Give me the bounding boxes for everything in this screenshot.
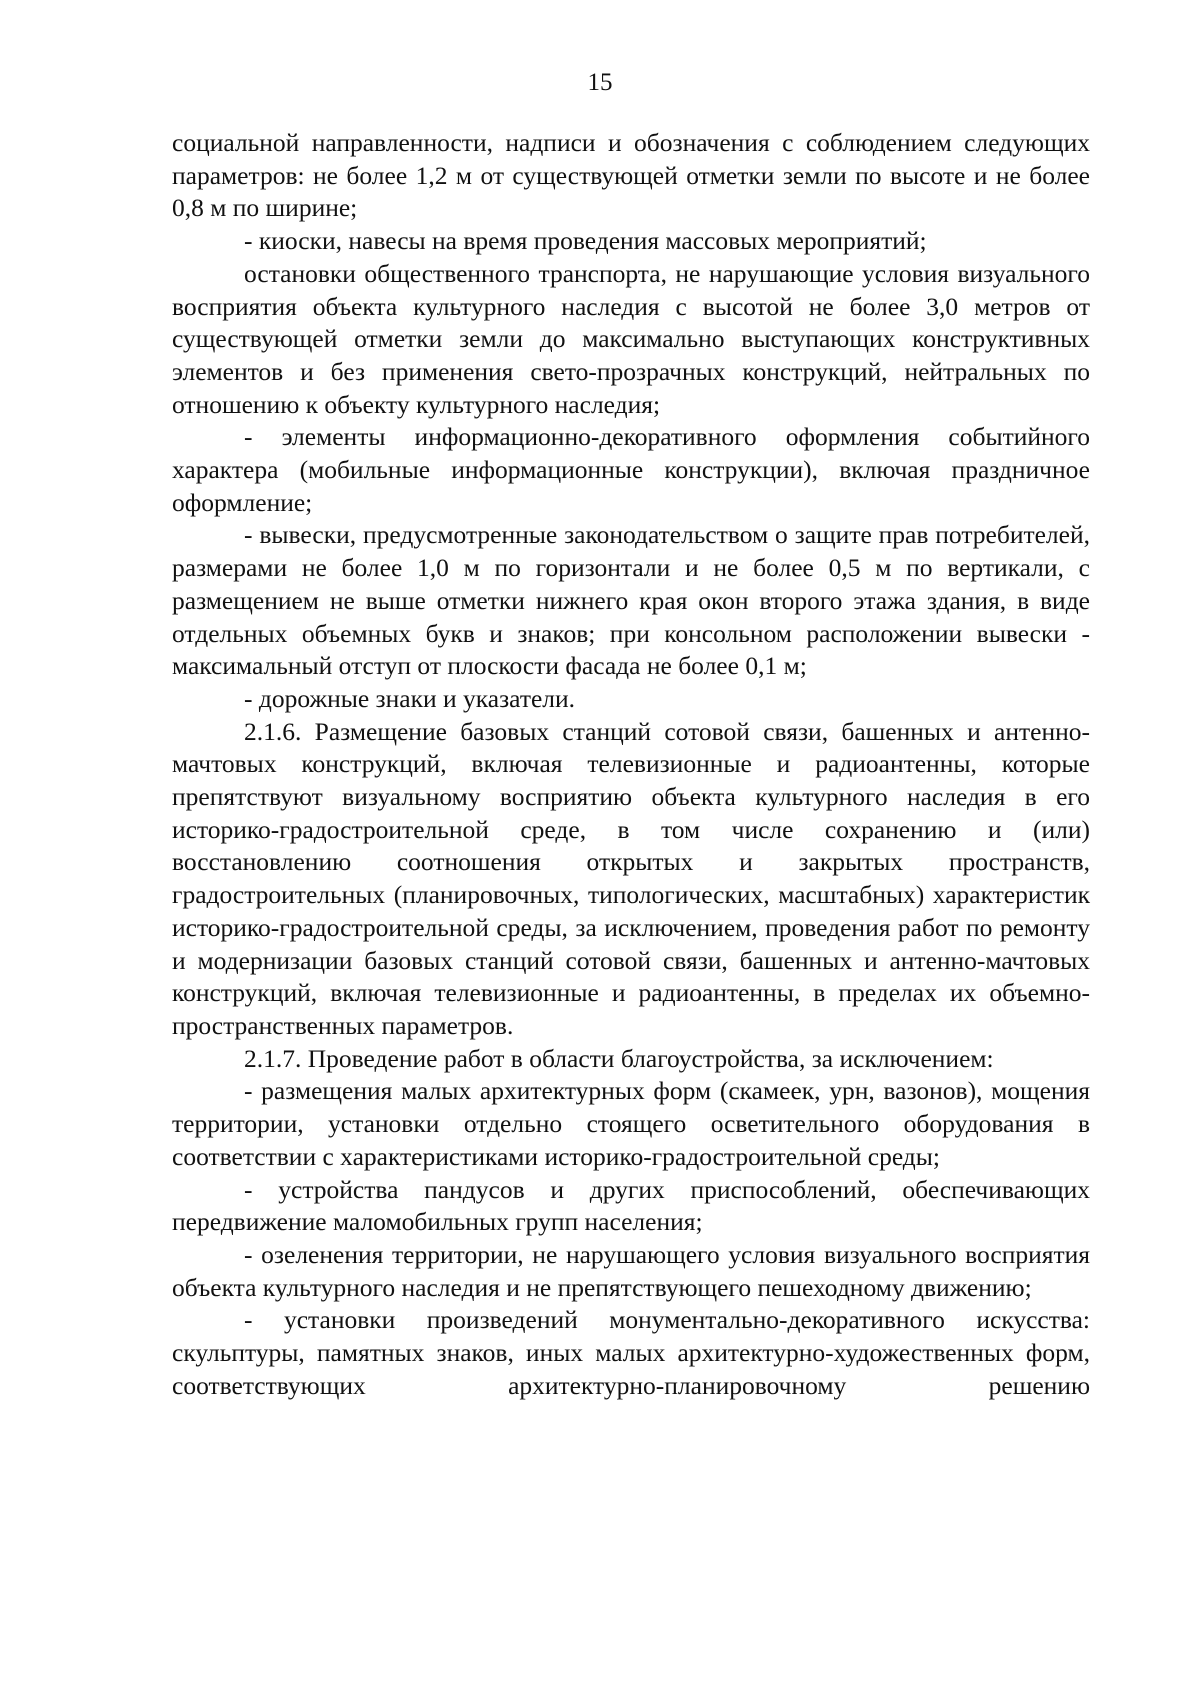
document-body — [172, 127, 1090, 1402]
list-item-kiosks: - киоски, навесы на время проведения массовых мероприятий; — [244, 226, 927, 256]
list-item-small-forms: - размещения малых архитектурных форм (скамеек, урн, вазонов), мощения территории, установки отдельно стоящего осветительного оборудования в соответствии с характеристиками историко-градостроительной среды; — [172, 1076, 1090, 1171]
paragraph-continuation: социальной направленности, надписи и обозначения с соблюдением следующих параметров: не более 1,2 м от существующей отметки земли по высоте и не более 0,8 м по ширине; — [172, 128, 1090, 223]
list-item-ramps: - устройства пандусов и других приспособлений, обеспечивающих передвижение маломобильных групп населения; — [172, 1174, 1090, 1237]
page-number: 15 — [587, 69, 613, 96]
list-item-road-signs: - дорожные знаки и указатели. — [244, 683, 576, 713]
list-item-monuments: - установки произведений монументально-декоративного искусства: скульптуры, памятных знаков, иных малых архитектурно-художественных форм, соответствующих архитектурно-планировочному решению — [172, 1305, 1090, 1400]
list-item-decorative-elements: - элементы информационно-декоративного оформления событийного характера (мобильные информационные конструкции), включая праздничное оформление; — [172, 422, 1090, 517]
list-item-landscaping: - озеленения территории, не нарушающего условия визуального восприятия объекта культурного наследия и не препятствующего пешеходному движению; — [172, 1239, 1090, 1302]
list-item-transport-stops: остановки общественного транспорта, не нарушающие условия визуального восприятия объекта культурного наследия с высотой не более 3,0 метров от существующей отметки земли до максимально выступающих конструктивных элементов и без применения свето-прозрачных конструкций, нейтральных по отношению к объекту культурного наследия; — [172, 258, 1090, 419]
list-item-signboards: - вывески, предусмотренные законодательством о защите прав потребителей, размерами не более 1,0 м по горизонтали и не более 0,5 м по вертикали, с размещением не выше отметки нижнего края окон второго этажа здания, в виде отдельных объемных букв и знаков; при консольном расположении вывески - максимальный отступ от плоскости фасада не более 0,1 м; — [172, 520, 1090, 681]
section-2-1-7: 2.1.7. Проведение работ в области благоустройства, за исключением: — [244, 1043, 994, 1073]
section-2-1-6: 2.1.6. Размещение базовых станций сотовой связи, башенных и антенно- мачтовых конструкций, включая телевизионные и радиоантенны, которые препятствуют визуальному восприятию объекта культурного наследия в его историко-градостроительной среде, в том числе сохранению и (или) восстановлению соотношения открытых и закрытых пространств, градостроительных (планировочных, типологических, масштабных) характеристик историко-градостроительной среды, за исключением, проведения работ по ремонту и модернизации базовых станций сотовой связи, башенных и антенно-мачтовых конструкций, включая телевизионные и радиоантенны, в пределах их объемно-пространственных параметров. — [172, 716, 1090, 1040]
